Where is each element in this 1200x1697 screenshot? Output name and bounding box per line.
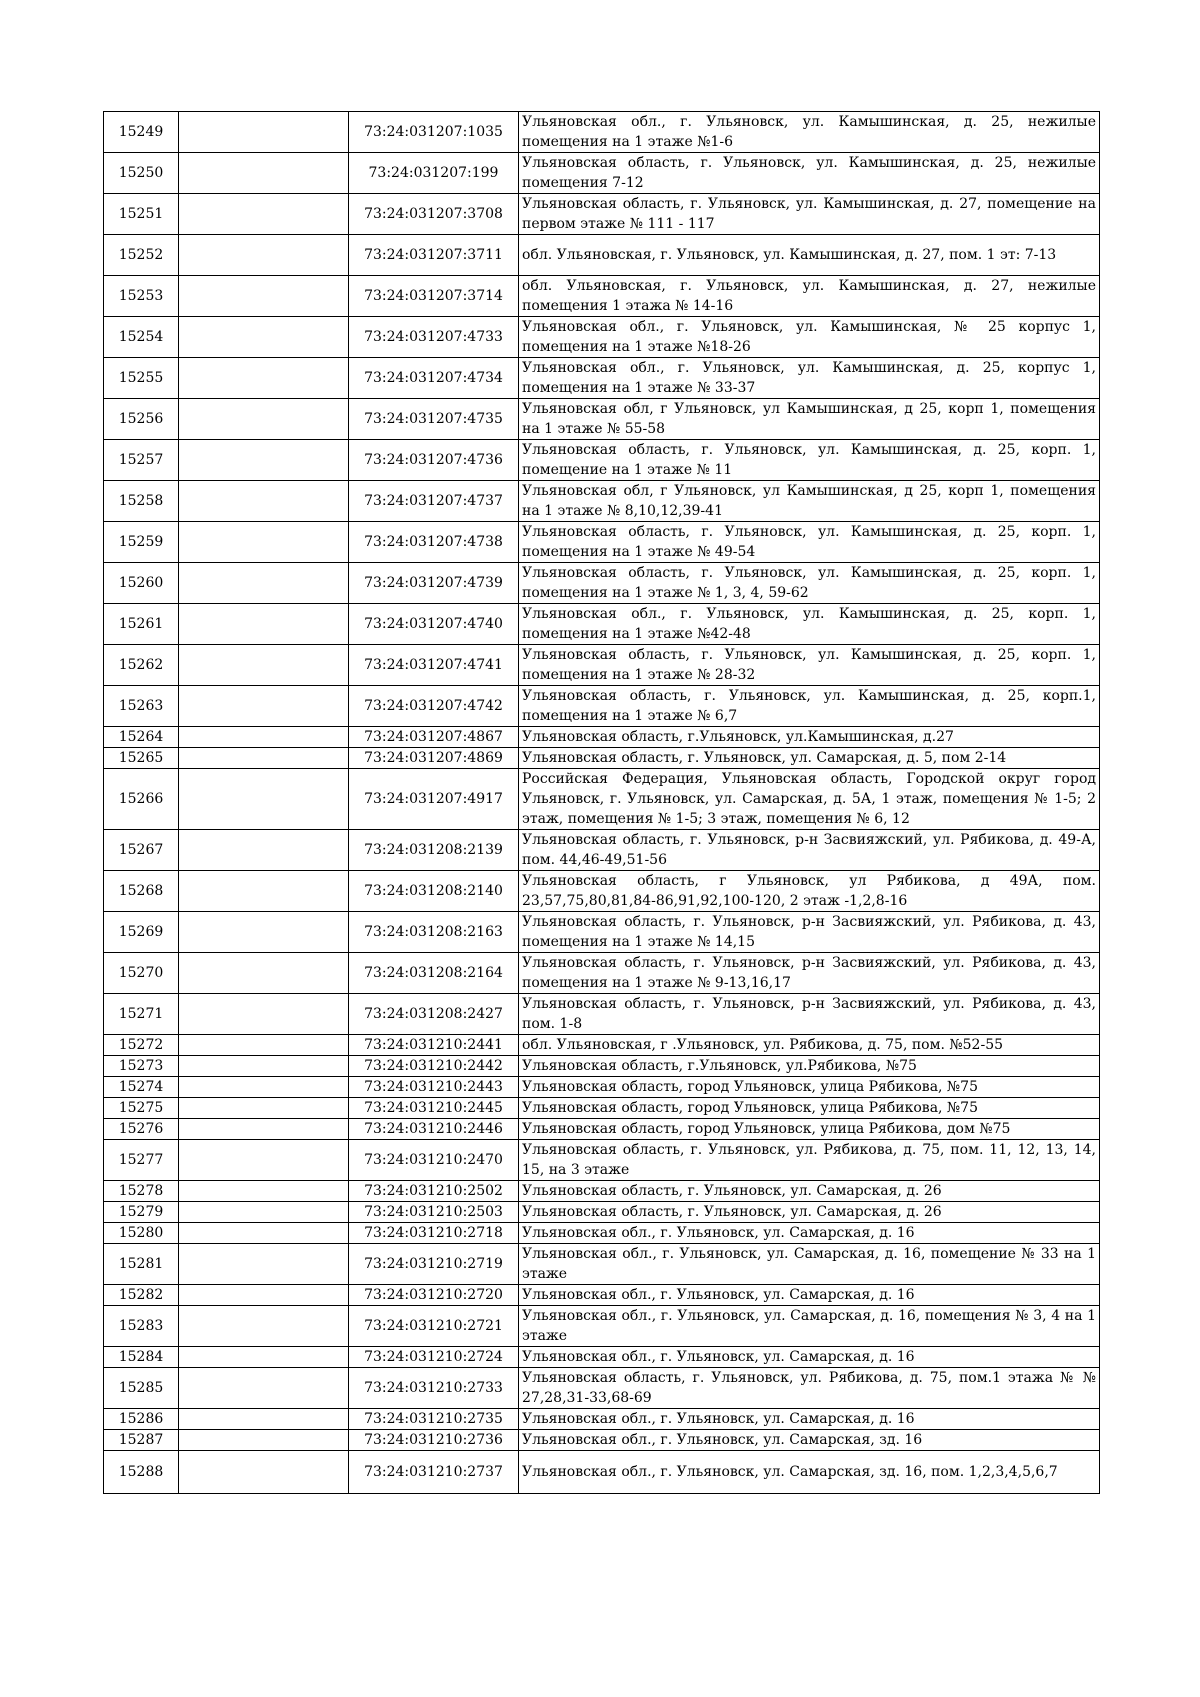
address: Ульяновская обл., г. Ульяновск, ул. Самарская, д. 16 (519, 1285, 1100, 1306)
empty-cell (179, 522, 349, 563)
cadastral-number: 73:24:031207:3708 (349, 194, 519, 235)
address: Ульяновская обл., г. Ульяновск, ул. Самарская, зд. 16, пом. 1,2,3,4,5,6,7 (519, 1451, 1100, 1494)
row-number: 15255 (104, 358, 179, 399)
table-row (104, 1202, 1100, 1223)
empty-cell (179, 830, 349, 871)
empty-cell (179, 194, 349, 235)
row-number: 15266 (104, 769, 179, 830)
row-number: 15269 (104, 912, 179, 953)
address: Ульяновская обл, г Ульяновск, ул Камышинская, д 25, корп 1, помещения на 1 этаже № 8,10,12,39-41 (519, 481, 1100, 522)
empty-cell (179, 112, 349, 153)
address: Ульяновская область, г. Ульяновск, ул. Самарская, д. 26 (519, 1202, 1100, 1223)
cadastral-number: 73:24:031210:2445 (349, 1098, 519, 1119)
row-number: 15261 (104, 604, 179, 645)
table-row (104, 1306, 1100, 1347)
empty-cell (179, 769, 349, 830)
empty-cell (179, 1451, 349, 1494)
empty-cell (179, 727, 349, 748)
empty-cell (179, 748, 349, 769)
row-number: 15282 (104, 1285, 179, 1306)
empty-cell (179, 1181, 349, 1202)
table-row (104, 235, 1100, 276)
row-number: 15253 (104, 276, 179, 317)
cadastral-number: 73:24:031208:2139 (349, 830, 519, 871)
table-row (104, 112, 1100, 153)
table-row (104, 276, 1100, 317)
address: Ульяновская область, г. Ульяновск, ул. Камышинская, д. 25, корп. 1, помещения на 1 этаже № 49-54 (519, 522, 1100, 563)
address: Ульяновская обл., г. Ульяновск, ул. Камышинская, № 25 корпус 1, помещения на 1 этаже №18-26 (519, 317, 1100, 358)
address: Ульяновская область, г. Ульяновск, ул. Камышинская, д. 25, корп. 1, помещения на 1 этаже № 1, 3, 4, 59-62 (519, 563, 1100, 604)
empty-cell (179, 1368, 349, 1409)
empty-cell (179, 1223, 349, 1244)
row-number: 15262 (104, 645, 179, 686)
table-row (104, 769, 1100, 830)
registry-table (103, 111, 1100, 1494)
address: Ульяновская область, г. Ульяновск, р-н Засвияжский, ул. Рябикова, д. 49-А, пом. 44,46-49,51-56 (519, 830, 1100, 871)
table-row (104, 1409, 1100, 1430)
row-number: 15276 (104, 1119, 179, 1140)
row-number: 15278 (104, 1181, 179, 1202)
row-number: 15263 (104, 686, 179, 727)
address: Ульяновская обл., г. Ульяновск, ул. Камышинская, д. 25, нежилые помещения на 1 этаже №1-6 (519, 112, 1100, 153)
row-number: 15251 (104, 194, 179, 235)
cadastral-number: 73:24:031207:4738 (349, 522, 519, 563)
cadastral-number: 73:24:031208:2140 (349, 871, 519, 912)
address: Российская Федерация, Ульяновская область, Городской округ город Ульяновск, г. Ульяновск, ул. Самарская, д. 5А, 1 этаж, помещения № 1-5; 2 этаж, помещения № 1-5; 3 этаж, помещения № 6, 12 (519, 769, 1100, 830)
address: Ульяновская обл., г. Ульяновск, ул. Самарская, д. 16, помещение № 33 на 1 этаже (519, 1244, 1100, 1285)
empty-cell (179, 953, 349, 994)
cadastral-number: 73:24:031207:4917 (349, 769, 519, 830)
table-row (104, 317, 1100, 358)
table-row (104, 994, 1100, 1035)
cadastral-number: 73:24:031207:4733 (349, 317, 519, 358)
empty-cell (179, 1285, 349, 1306)
address: Ульяновская область, г. Ульяновск, ул. Камышинская, д. 25, корп. 1, помещение на 1 этаже № 11 (519, 440, 1100, 481)
cadastral-number: 73:24:031210:2724 (349, 1347, 519, 1368)
empty-cell (179, 563, 349, 604)
address: обл. Ульяновская, г .Ульяновск, ул. Рябикова, д. 75, пом. №52-55 (519, 1035, 1100, 1056)
address: Ульяновская обл., г. Ульяновск, ул. Самарская, д. 16 (519, 1223, 1100, 1244)
empty-cell (179, 912, 349, 953)
address: Ульяновская область, город Ульяновск, улица Рябикова, дом №75 (519, 1119, 1100, 1140)
row-number: 15279 (104, 1202, 179, 1223)
cadastral-number: 73:24:031207:1035 (349, 112, 519, 153)
empty-cell (179, 358, 349, 399)
cadastral-number: 73:24:031210:2442 (349, 1056, 519, 1077)
row-number: 15271 (104, 994, 179, 1035)
cadastral-number: 73:24:031210:2718 (349, 1223, 519, 1244)
table-row (104, 1140, 1100, 1181)
table-row (104, 953, 1100, 994)
row-number: 15272 (104, 1035, 179, 1056)
row-number: 15259 (104, 522, 179, 563)
cadastral-number: 73:24:031207:4867 (349, 727, 519, 748)
address: Ульяновская область, г. Ульяновск, ул. Камышинская, д. 25, корп.1, помещения на 1 этаже № 6,7 (519, 686, 1100, 727)
table-row (104, 563, 1100, 604)
empty-cell (179, 1430, 349, 1451)
empty-cell (179, 1140, 349, 1181)
table-row (104, 1119, 1100, 1140)
cadastral-number: 73:24:031207:4737 (349, 481, 519, 522)
address: Ульяновская область, г.Ульяновск, ул.Рябикова, №75 (519, 1056, 1100, 1077)
address: Ульяновская область, город Ульяновск, улица Рябикова, №75 (519, 1077, 1100, 1098)
cadastral-number: 73:24:031210:2446 (349, 1119, 519, 1140)
row-number: 15257 (104, 440, 179, 481)
cadastral-number: 73:24:031207:4740 (349, 604, 519, 645)
address: Ульяновская обл., г. Ульяновск, ул. Самарская, д. 16 (519, 1347, 1100, 1368)
cadastral-number: 73:24:031210:2736 (349, 1430, 519, 1451)
cadastral-number: 73:24:031210:2737 (349, 1451, 519, 1494)
address: Ульяновская обл., г. Ульяновск, ул. Самарская, зд. 16 (519, 1430, 1100, 1451)
row-number: 15260 (104, 563, 179, 604)
row-number: 15252 (104, 235, 179, 276)
empty-cell (179, 1056, 349, 1077)
address: Ульяновская область, г. Ульяновск, ул. Рябикова, д. 75, пом. 11, 12, 13, 14, 15, на 3 этаже (519, 1140, 1100, 1181)
cadastral-number: 73:24:031207:199 (349, 153, 519, 194)
row-number: 15275 (104, 1098, 179, 1119)
row-number: 15287 (104, 1430, 179, 1451)
cadastral-number: 73:24:031207:4734 (349, 358, 519, 399)
row-number: 15288 (104, 1451, 179, 1494)
table-row (104, 481, 1100, 522)
row-number: 15274 (104, 1077, 179, 1098)
row-number: 15270 (104, 953, 179, 994)
empty-cell (179, 399, 349, 440)
row-number: 15285 (104, 1368, 179, 1409)
table-row (104, 1077, 1100, 1098)
table-row (104, 1098, 1100, 1119)
cadastral-number: 73:24:031210:2733 (349, 1368, 519, 1409)
table-row (104, 194, 1100, 235)
address: Ульяновская область, г Ульяновск, ул Рябикова, д 49А, пом. 23,57,75,80,81,84-86,91,92,100-120, 2 этаж -1,2,8-16 (519, 871, 1100, 912)
empty-cell (179, 1409, 349, 1430)
address: Ульяновская область, г. Ульяновск, р-н Засвияжский, ул. Рябикова, д. 43, пом. 1-8 (519, 994, 1100, 1035)
table-row (104, 1056, 1100, 1077)
cadastral-number: 73:24:031207:4739 (349, 563, 519, 604)
table-row (104, 727, 1100, 748)
empty-cell (179, 1098, 349, 1119)
address: обл. Ульяновская, г. Ульяновск, ул. Камышинская, д. 27, пом. 1 эт: 7-13 (519, 235, 1100, 276)
table-row (104, 1347, 1100, 1368)
cadastral-number: 73:24:031207:3714 (349, 276, 519, 317)
address: Ульяновская область, г. Ульяновск, р-н Засвияжский, ул. Рябикова, д. 43, помещения на 1 этаже № 9-13,16,17 (519, 953, 1100, 994)
row-number: 15250 (104, 153, 179, 194)
address: Ульяновская обл., г. Ульяновск, ул. Самарская, д. 16, помещения № 3, 4 на 1 этаже (519, 1306, 1100, 1347)
empty-cell (179, 1347, 349, 1368)
registry-table-body (104, 112, 1100, 1494)
empty-cell (179, 686, 349, 727)
empty-cell (179, 1035, 349, 1056)
table-row (104, 1035, 1100, 1056)
table-row (104, 686, 1100, 727)
empty-cell (179, 235, 349, 276)
row-number: 15254 (104, 317, 179, 358)
cadastral-number: 73:24:031210:2470 (349, 1140, 519, 1181)
row-number: 15267 (104, 830, 179, 871)
empty-cell (179, 1306, 349, 1347)
table-row (104, 871, 1100, 912)
table-row (104, 748, 1100, 769)
row-number: 15256 (104, 399, 179, 440)
empty-cell (179, 317, 349, 358)
cadastral-number: 73:24:031210:2443 (349, 1077, 519, 1098)
cadastral-number: 73:24:031208:2163 (349, 912, 519, 953)
address: Ульяновская область, г. Ульяновск, ул. Самарская, д. 26 (519, 1181, 1100, 1202)
address: обл. Ульяновская, г. Ульяновск, ул. Камышинская, д. 27, нежилые помещения 1 этажа № 14-16 (519, 276, 1100, 317)
row-number: 15273 (104, 1056, 179, 1077)
table-row (104, 522, 1100, 563)
cadastral-number: 73:24:031207:4735 (349, 399, 519, 440)
table-row (104, 1181, 1100, 1202)
table-row (104, 1285, 1100, 1306)
address: Ульяновская область, город Ульяновск, улица Рябикова, №75 (519, 1098, 1100, 1119)
address: Ульяновская область, г. Ульяновск, р-н Засвияжский, ул. Рябикова, д. 43, помещения на 1 этаже № 14,15 (519, 912, 1100, 953)
address: Ульяновская обл, г Ульяновск, ул Камышинская, д 25, корп 1, помещения на 1 этаже № 55-58 (519, 399, 1100, 440)
table-row (104, 645, 1100, 686)
row-number: 15264 (104, 727, 179, 748)
empty-cell (179, 645, 349, 686)
cadastral-number: 73:24:031207:4742 (349, 686, 519, 727)
table-row (104, 1244, 1100, 1285)
cadastral-number: 73:24:031210:2720 (349, 1285, 519, 1306)
address: Ульяновская обл., г. Ульяновск, ул. Самарская, д. 16 (519, 1409, 1100, 1430)
empty-cell (179, 604, 349, 645)
table-row (104, 604, 1100, 645)
row-number: 15284 (104, 1347, 179, 1368)
cadastral-number: 73:24:031208:2427 (349, 994, 519, 1035)
address: Ульяновская обл., г. Ульяновск, ул. Камышинская, д. 25, корп. 1, помещения на 1 этаже №42-48 (519, 604, 1100, 645)
table-row (104, 440, 1100, 481)
empty-cell (179, 276, 349, 317)
empty-cell (179, 440, 349, 481)
empty-cell (179, 1202, 349, 1223)
address: Ульяновская область, г. Ульяновск, ул. Камышинская, д. 25, корп. 1, помещения на 1 этаже № 28-32 (519, 645, 1100, 686)
cadastral-number: 73:24:031207:4736 (349, 440, 519, 481)
empty-cell (179, 481, 349, 522)
row-number: 15280 (104, 1223, 179, 1244)
table-row (104, 1223, 1100, 1244)
cadastral-number: 73:24:031210:2721 (349, 1306, 519, 1347)
row-number: 15283 (104, 1306, 179, 1347)
row-number: 15249 (104, 112, 179, 153)
address: Ульяновская область, г. Ульяновск, ул. Камышинская, д. 25, нежилые помещения 7-12 (519, 153, 1100, 194)
row-number: 15268 (104, 871, 179, 912)
empty-cell (179, 1077, 349, 1098)
cadastral-number: 73:24:031210:2502 (349, 1181, 519, 1202)
cadastral-number: 73:24:031210:2719 (349, 1244, 519, 1285)
cadastral-number: 73:24:031207:3711 (349, 235, 519, 276)
cadastral-number: 73:24:031208:2164 (349, 953, 519, 994)
address: Ульяновская область, г. Ульяновск, ул. Рябикова, д. 75, пом.1 этажа № № 27,28,31-33,68-69 (519, 1368, 1100, 1409)
table-row (104, 830, 1100, 871)
cadastral-number: 73:24:031207:4869 (349, 748, 519, 769)
table-row (104, 1451, 1100, 1494)
empty-cell (179, 1119, 349, 1140)
empty-cell (179, 994, 349, 1035)
address: Ульяновская область, г.Ульяновск, ул.Камышинская, д.27 (519, 727, 1100, 748)
table-row (104, 1430, 1100, 1451)
cadastral-number: 73:24:031207:4741 (349, 645, 519, 686)
empty-cell (179, 871, 349, 912)
address: Ульяновская обл., г. Ульяновск, ул. Камышинская, д. 25, корпус 1, помещения на 1 этаже № 33-37 (519, 358, 1100, 399)
table-row (104, 399, 1100, 440)
table-row (104, 1368, 1100, 1409)
table-row (104, 153, 1100, 194)
empty-cell (179, 1244, 349, 1285)
row-number: 15265 (104, 748, 179, 769)
table-row (104, 358, 1100, 399)
address: Ульяновская область, г. Ульяновск, ул. Самарская, д. 5, пом 2-14 (519, 748, 1100, 769)
cadastral-number: 73:24:031210:2503 (349, 1202, 519, 1223)
address: Ульяновская область, г. Ульяновск, ул. Камышинская, д. 27, помещение на первом этаже № 111 - 117 (519, 194, 1100, 235)
row-number: 15286 (104, 1409, 179, 1430)
row-number: 15281 (104, 1244, 179, 1285)
cadastral-number: 73:24:031210:2441 (349, 1035, 519, 1056)
table-row (104, 912, 1100, 953)
row-number: 15277 (104, 1140, 179, 1181)
cadastral-number: 73:24:031210:2735 (349, 1409, 519, 1430)
row-number: 15258 (104, 481, 179, 522)
empty-cell (179, 153, 349, 194)
